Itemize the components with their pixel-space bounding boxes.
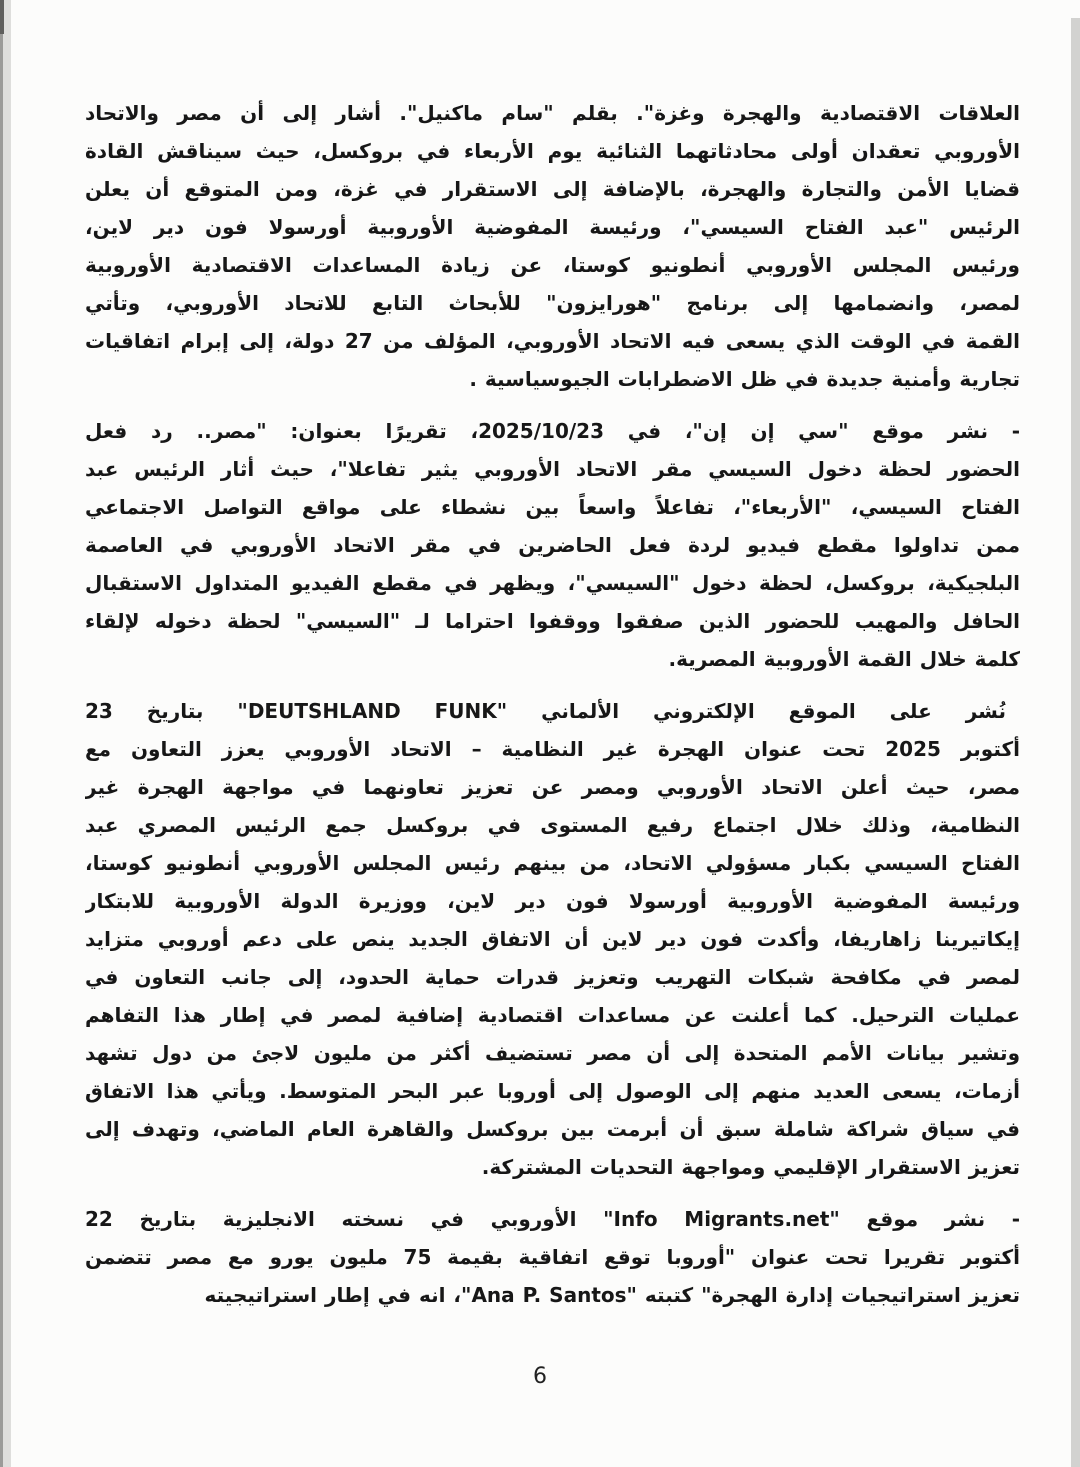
text-line: مصر، حيث أعلن الاتحاد الأوروبي ومصر عن تعزيز تعاونهما في مواجهة الهجرة غير — [85, 775, 1020, 799]
paragraph — [85, 692, 1020, 1186]
text-line: - نشر موقع "سي إن إن"، في 2025/10/23، تقريرًا بعنوان: "مصر.. رد فعل — [85, 419, 1020, 443]
text-line: لمصر في مكافحة شبكات التهريب وتعزيز قدرات حماية الحدود، إلى جانب التعاون في — [85, 965, 1020, 989]
text-line: العلاقات الاقتصادية والهجرة وغزة". بقلم "سام ماكنيل". أشار إلى أن مصر والاتحاد — [85, 101, 1020, 125]
document-body — [85, 94, 1020, 1328]
text-line: القمة في الوقت الذي يسعى فيه الاتحاد الأوروبي، المؤلف من 27 دولة، إلى إبرام اتفاقيات — [85, 329, 1020, 353]
text-line: أكتوبر تقريرا تحت عنوان "أوروبا توقع اتفاقية بقيمة 75 مليون يورو مع مصر تتضمن — [85, 1245, 1020, 1269]
text-line: أكتوبر 2025 تحت عنوان الهجرة غير النظامية – الاتحاد الأوروبي يعزز التعاون مع — [85, 737, 1020, 761]
text-line: ورئيسة المفوضية الأوروبية أورسولا فون دير لاين، ووزيرة الدولة الأوروبية للابتكار — [85, 889, 1020, 913]
page-edge-right-shadow — [1071, 18, 1080, 1467]
text-line: عمليات الترحيل. كما أعلنت عن مساعدات اقتصادية إضافية لمصر في إطار هذا التفاهم — [85, 1003, 1020, 1027]
text-line: تعزيز استراتيجيات إدارة الهجرة" كتبته "Ana P. Santos"، انه في إطار استراتيجيته — [204, 1283, 1020, 1307]
page-number: 6 — [533, 1364, 547, 1389]
text-line: قضايا الأمن والتجارة والهجرة، بالإضافة إلى الاستقرار في غزة، ومن المتوقع أن يعلن — [85, 177, 1020, 201]
text-line: الحضور لحظة دخول السيسي مقر الاتحاد الأوروبي يثير تفاعلا"، حيث أثار الرئيس عبد — [85, 457, 1020, 481]
text-line: الحافل والمهيب للحضور الذين صفقوا ووقفوا احتراما لـ "السيسي" لحظة دخوله لإلقاء — [85, 609, 1020, 633]
page-edge-left-notch — [0, 0, 4, 34]
paragraph — [85, 1200, 1020, 1314]
text-line: الفتاح السيسي بكبار مسؤولي الاتحاد، من بينهم رئيس المجلس الأوروبي أنطونيو كوستا، — [85, 851, 1020, 875]
text-line: وتشير بيانات الأمم المتحدة إلى أن مصر تستضيف أكثر من مليون لاجئ من دول تشهد — [85, 1041, 1020, 1065]
page-edge-left-shadow — [3, 0, 11, 1467]
paragraph — [85, 412, 1020, 678]
text-line: ورئيس المجلس الأوروبي أنطونيو كوستا، عن زيادة المساعدات الاقتصادية الأوروبية — [85, 253, 1020, 277]
paragraph — [85, 94, 1020, 398]
page-edge-left-line — [0, 0, 3, 1467]
text-line: ممن تداولوا مقطع فيديو لردة فعل الحاضرين في مقر الاتحاد الأوروبي في العاصمة — [85, 533, 1020, 557]
text-line: كلمة خلال القمة الأوروبية المصرية. — [668, 647, 1020, 671]
text-line: - نشر موقع "Info Migrants.net" الأوروبي في نسخته الانجليزية بتاريخ 22 — [85, 1207, 1020, 1231]
text-line: تجارية وأمنية جديدة في ظل الاضطرابات الجيوسياسية . — [469, 367, 1020, 391]
text-line: النظامية، وذلك خلال اجتماع رفيع المستوى في بروكسل جمع الرئيس المصري عبد — [85, 813, 1020, 837]
text-line: أزمات، يسعى العديد منهم إلى الوصول إلى أوروبا عبر البحر المتوسط. ويأتي هذا الاتفاق — [85, 1079, 1020, 1103]
text-line: تعزيز الاستقرار الإقليمي ومواجهة التحديات المشتركة. — [481, 1155, 1020, 1179]
text-line: في سياق شراكة شاملة سبق أن أبرمت بين بروكسل والقاهرة العام الماضي، وتهدف إلى — [85, 1117, 1020, 1141]
text-line: البلجيكية، بروكسل، لحظة دخول "السيسي"، ويظهر في مقطع الفيديو المتداول الاستقبال — [85, 571, 1020, 595]
text-line: الفتاح السيسي، "الأربعاء"، تفاعلاً واسعاً بين نشطاء على مواقع التواصل الاجتماعي — [85, 495, 1020, 519]
text-line: نُشر على الموقع الإلكتروني الألماني "DEUTSHLAND FUNK" بتاريخ 23 — [85, 699, 1007, 723]
text-line: لمصر، وانضمامها إلى برنامج "هورايزون" للأبحاث التابع للاتحاد الأوروبي، وتأتي — [85, 291, 1020, 315]
text-line: إيكاتيرينا زاهاريفا، وأكدت فون دير لاين أن الاتفاق الجديد ينص على دعم أوروبي متزايد — [85, 927, 1020, 951]
text-line: الأوروبي تعقدان أولى محادثاتهما الثنائية يوم الأربعاء في بروكسل، حيث سيناقش القادة — [85, 139, 1020, 163]
text-line: الرئيس "عبد الفتاح السيسي"، ورئيسة المفوضية الأوروبية أورسولا فون دير لاين، — [85, 215, 1020, 239]
